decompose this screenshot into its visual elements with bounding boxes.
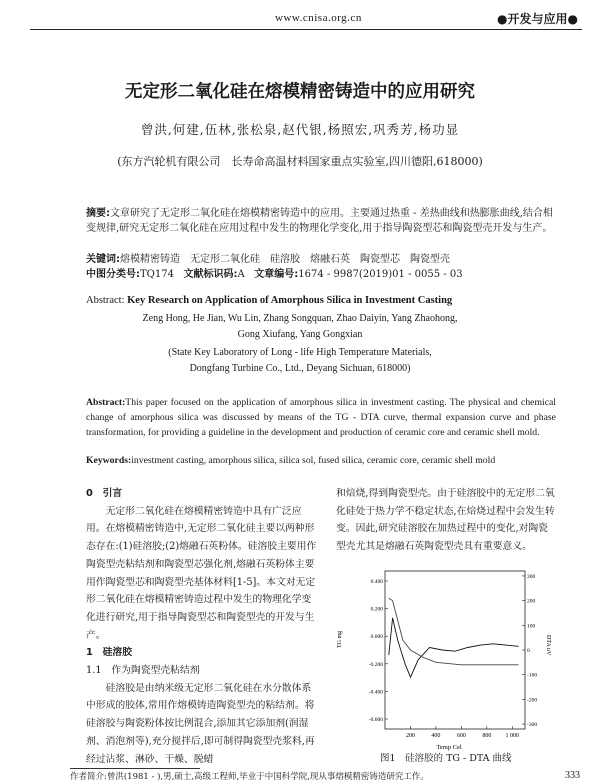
tg-dta-chart <box>335 563 555 753</box>
abstract-cn-text: 文章研究了无定形二氧化硅在熔模精密铸造中的应用。主要通过热重 - 差热曲线和热膨胀曲线,结合相变规律,研究无定形二氧化硅在应用过程中发生的物理化学变化,用于指导陶瓷型芯和陶瓷型壳开发与生产。 <box>86 208 553 234</box>
ylabel-right: DTA uV <box>545 635 551 656</box>
title-en-label: Abstract: <box>86 295 125 306</box>
abstract-en-text: This paper focused on the application of amorphous silica in investment casting. The physical and chemical change of amorphous silica was discussed by means of the TG - DTA curve, thermal expansion curve and phase transformation, for providing a guideline in the development and production of ceramic core and ceramic shell mold. <box>86 397 556 438</box>
authors-cn: 曾洪,何建,伍林,张松泉,赵代银,杨照宏,巩秀芳,杨功显 <box>140 122 460 137</box>
body-right-column <box>336 485 556 556</box>
left-tick-label: 0.200 <box>370 606 383 613</box>
page-number: 333 <box>565 770 580 781</box>
footnote-rule <box>70 768 200 769</box>
y-tick-label: 300 <box>527 573 536 580</box>
abstract-cn <box>86 206 556 236</box>
paper-title-en <box>86 295 452 306</box>
abstract-en <box>86 395 556 440</box>
affiliation-en-line1: (State Key Laboratory of Long - life High Temperature Materials, <box>168 347 432 358</box>
x-tick-label: 200 <box>405 733 415 739</box>
series-line-1 <box>389 598 519 665</box>
journal-url: www.cnisa.org.cn <box>275 12 362 24</box>
left-tick-label: 0.400 <box>370 579 383 585</box>
section1-heading: 1 硅溶胶 <box>86 647 133 659</box>
authors-en-line2: Gong Xiufang, Yang Gongxian <box>237 329 363 340</box>
column-label: ●开发与应用● <box>497 12 578 26</box>
section11-paragraph: 硅溶胶是由纳米级无定形二氧化硅在水分散体系中形成的胶体,常用作熔模铸造陶瓷型壳的粘结剂。将硅溶胶与陶瓷粉体按比例混合,添加其它添加剂(润湿剂、消泡剂等),充分搅拌后,即可制得陶瓷型壳浆料,再经过沾浆、淋砂、干燥、脱蜡 <box>86 682 315 765</box>
y-tick-label: 0 <box>527 648 530 654</box>
y-tick-label: 100 <box>527 623 536 630</box>
left-tick-label: -0.400 <box>368 689 383 696</box>
authors-en-line1: Zeng Hong, He Jian, Wu Lin, Zhang Songquan, Zhao Daiyin, Yang Zhaohong, <box>142 313 458 324</box>
author-bio-footnote: 作者简介:曾洪(1981 - ),男,硕士,高级工程师,毕业于中国科学院,现从事熔模精密铸造研究工作。 <box>70 772 429 782</box>
body-left-column <box>86 485 318 768</box>
y-tick-label: -100 <box>527 672 538 679</box>
abstract-en-label: Abstract: <box>86 397 126 408</box>
keywords-en-label: Keywords: <box>86 455 132 466</box>
keywords-cn <box>86 252 556 267</box>
paper-title-cn: 无定形二氧化硅在熔模精密铸造中的应用研究 <box>125 82 475 102</box>
classification-line <box>86 267 556 282</box>
abstract-cn-label: 摘要: <box>86 208 110 219</box>
left-tick-label: -0.600 <box>368 717 383 723</box>
y-tick-label: -200 <box>527 697 538 704</box>
keywords-cn-text: 熔模精密铸造 无定形二氧化硅 硅溶胶 熔融石英 陶瓷型芯 陶瓷型壳 <box>120 254 450 265</box>
x-tick-label: 1 000 <box>505 733 520 739</box>
plot-frame <box>385 571 525 729</box>
title-en-text: Key Research on Application of Amorphous Silica in Investment Casting <box>127 295 453 306</box>
y-tick-label: 200 <box>527 598 536 605</box>
article-id-label: 文章编号: <box>254 269 299 280</box>
xlabel: Temp Cel <box>436 744 462 751</box>
left-tick-label: 0.000 <box>370 634 383 641</box>
x-tick-label: 400 <box>431 733 441 739</box>
doc-value: A <box>237 269 245 280</box>
doc-label: 文献标识码: <box>183 269 238 280</box>
x-tick-label: 600 <box>456 733 466 739</box>
running-header <box>30 6 582 28</box>
clc-value: TQ174 <box>140 269 174 280</box>
x-tick-label: 800 <box>482 733 492 739</box>
right-paragraph: 和焙烧,得到陶瓷型壳。由于硅溶胶中的无定形二氧化硅处于热力学不稳定状态,在焙烧过程中会发生转变。因此,研究硅溶胶在加热过程中的变化,对陶瓷型壳尤其是熔融石英陶瓷型壳具有重要意义。 <box>336 488 555 553</box>
article-id-value: 1674 - 9987(2019)01 - 0055 - 03 <box>298 269 463 280</box>
left-tick-label: -0.200 <box>368 661 383 668</box>
affiliation-cn: (东方汽轮机有限公司 长寿命高温材料国家重点实验室,四川德阳,618000) <box>117 155 483 168</box>
keywords-cn-label: 关键词: <box>86 254 120 265</box>
section11-heading: 1.1 作为陶瓷型壳粘结剂 <box>86 665 200 677</box>
keywords-en-text: investment casting, amorphous silica, silica sol, fused silica, ceramic core, ceramic shell mold <box>131 455 496 466</box>
intro-heading: 0 引言 <box>86 488 123 499</box>
ylabel-left: TG mg <box>337 630 343 648</box>
intro-paragraph: 无定形二氧化硅在熔模精密铸造中具有广泛应用。在熔模精密铸造中,无定形二氧化硅主要以两种形态存在:(1)硅溶胶;(2)熔融石英粉体。硅溶胶主要用作陶瓷型壳粘结剂和陶瓷型芯强化剂,熔融石英粉体主要用作陶瓷型芯和陶瓷型壳基体材料[1-5]。本文对无定形二氧化硅在熔模精密铸造过程中发生的物理化学变化进行研究,用于指导陶瓷型芯和陶瓷型壳的开发与生产。 <box>86 505 317 641</box>
clc-label: 中图分类号: <box>86 269 140 280</box>
y-tick-label: -300 <box>527 722 538 729</box>
header-rule <box>30 29 582 30</box>
figure-caption: 图1 硅溶胶的 TG - DTA 曲线 <box>380 753 512 764</box>
keywords-en <box>86 455 556 466</box>
affiliation-en-line2: Dongfang Turbine Co., Ltd., Deyang Sichuan, 618000) <box>189 363 411 374</box>
